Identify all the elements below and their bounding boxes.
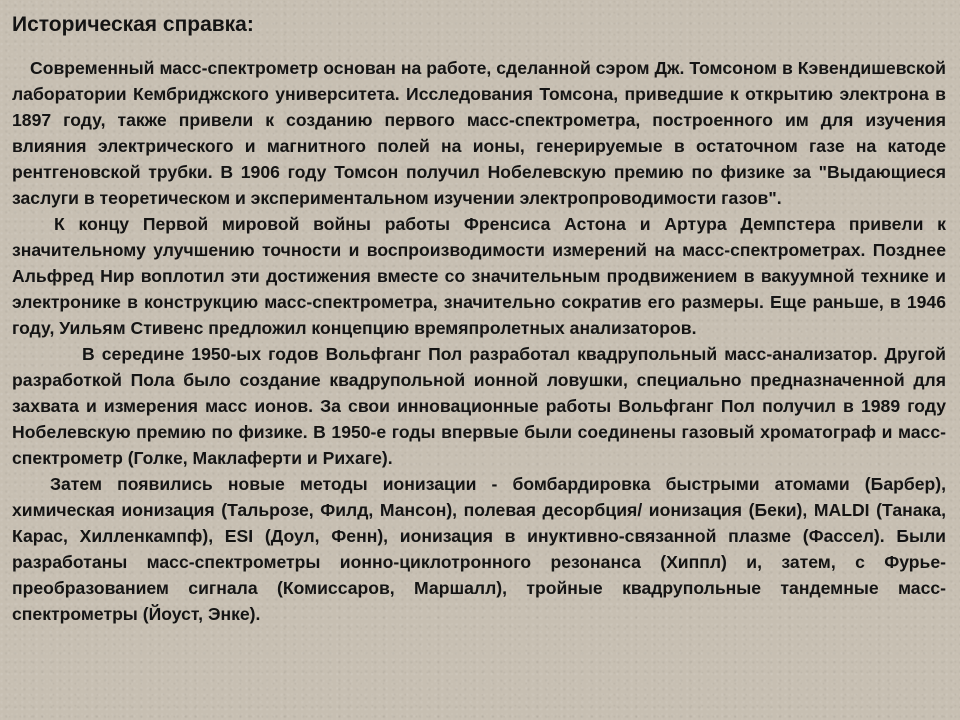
slide-body	[12, 55, 946, 627]
slide-title: Историческая справка:	[12, 13, 254, 36]
paragraph-ionization-methods: Затем появились новые методы ионизации - бомбардировка быстрыми атомами (Барбер), химическая ионизация (Тальрозе, Филд, Мансон), полевая десорбция/ ионизация (Беки), MALDI (Танака, Карас, Хилленкампф), ESI (Доул, Фенн), ионизация в инуктивно-связанной плазме (Фассел). Были разработаны масс-спектрометры ионно-циклотронного резонанса (Хиппл) и, затем, с Фурье-преобразованием сигнала (Комиссаров, Маршалл), тройные квадрупольные тандемные масс-спектрометры (Йоуст, Энке).	[12, 474, 946, 624]
paragraph-paul: В середине 1950-ых годов Вольфганг Пол разработал квадрупольный масс-анализатор. Другой разработкой Пола было создание квадрупольной ионной ловушки, специально предназначенной для захвата и измерения масс ионов. За свои инновационные работы Вольфганг Пол получил в 1989 году Нобелевскую премию по физике. В 1950-е годы впервые были соединены газовый хроматограф и масс-спектрометр (Голке, Маклаферти и Рихаге).	[12, 344, 946, 468]
paragraph-thomson: Современный масс-спектрометр основан на работе, сделанной сэром Дж. Томсоном в Кэвендишевской лаборатории Кембриджского университета. Исследования Томсона, приведшие к открытию электрона в 1897 году, также привели к созданию первого масс-спектрометра, построенного им для изучения влияния электрического и магнитного полей на ионы, генерируемые в остаточном газе на катоде рентгеновской трубки. В 1906 году Томсон получил Нобелевскую премию по физике за "Выдающиеся заслуги в теоретическом и экспериментальном изучении электропроводимости газов".	[12, 58, 946, 208]
paragraph-aston-dempster: К концу Первой мировой войны работы Френсиса Астона и Артура Демпстера привели к значительному улучшению точности и воспроизводимости измерений на масс-спектрометрах. Позднее Альфред Нир воплотил эти достижения вместе со значительным продвижением в вакуумной технике и электронике в конструкцию масс-спектрометра, значительно сократив его размеры. Еще раньше, в 1946 году, Уильям Стивенс предложил концепцию времяпролетных анализаторов.	[12, 214, 946, 338]
